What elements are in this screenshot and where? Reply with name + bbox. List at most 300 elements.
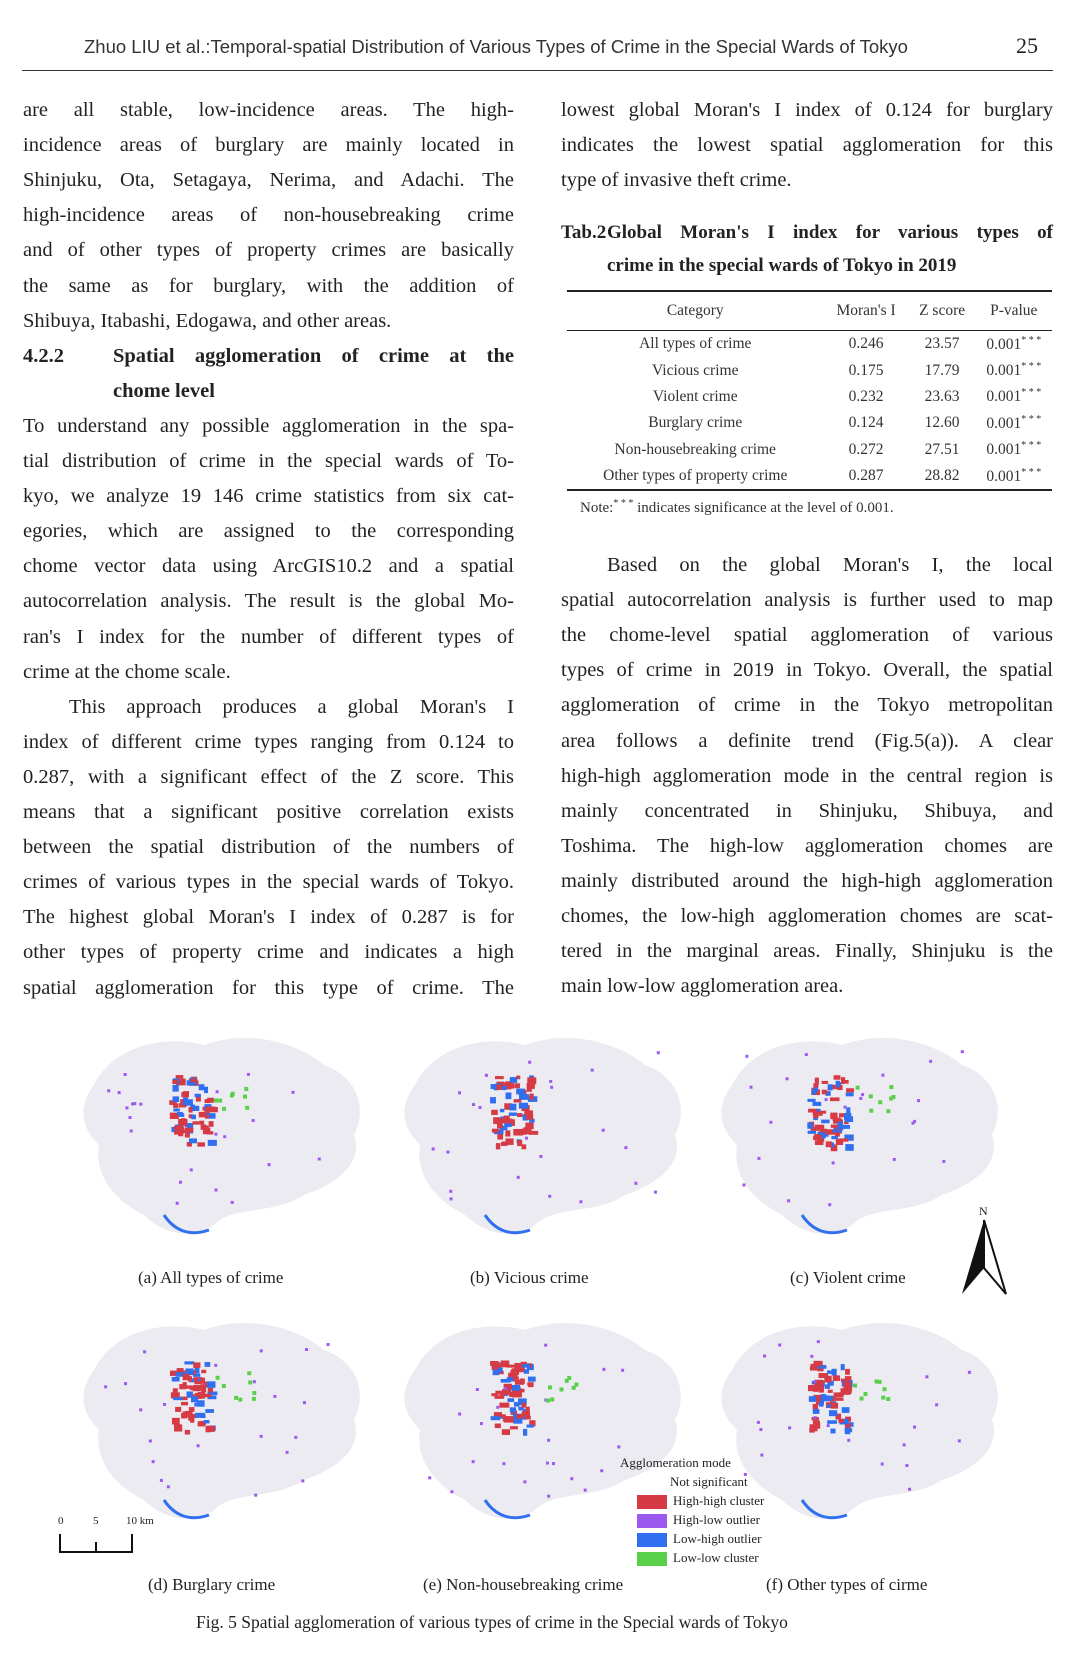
cluster-patch xyxy=(200,1378,205,1384)
cluster-patch xyxy=(195,1413,205,1418)
cluster-patch xyxy=(195,1094,201,1097)
text-line: main low-low agglomeration area. xyxy=(561,975,844,998)
cluster-patch xyxy=(201,1370,206,1373)
cluster-patch xyxy=(842,1407,850,1413)
cluster-patch xyxy=(191,1396,198,1402)
outlier-patch xyxy=(446,1151,449,1154)
table-cell xyxy=(823,463,908,490)
cluster-patch xyxy=(506,1365,516,1368)
text-line: area follows a definite trend (Fig.5(a)). A clear xyxy=(561,729,1053,752)
cluster-patch xyxy=(176,1075,184,1078)
outlier-patch xyxy=(247,1073,250,1076)
outlier-patch xyxy=(450,1490,453,1493)
outlier-patch xyxy=(517,1176,520,1179)
cluster-patch xyxy=(182,1382,186,1388)
text-line: agglomeration of crime in the Tokyo metropolitan xyxy=(561,694,1053,717)
map-panel xyxy=(74,1310,374,1550)
cluster-patch xyxy=(831,1136,838,1139)
outlier-patch xyxy=(832,1161,835,1164)
outlier-patch xyxy=(810,1355,813,1358)
ward-outline xyxy=(83,1323,360,1519)
outlier-patch xyxy=(131,1103,134,1106)
outlier-patch xyxy=(745,1055,748,1058)
low-low-patch xyxy=(574,1383,578,1387)
outlier-patch xyxy=(163,1403,166,1406)
cell-text: Non-housebreaking crime xyxy=(614,440,776,458)
cluster-patch xyxy=(185,1430,190,1435)
outlier-patch xyxy=(260,1349,263,1352)
table-row xyxy=(567,463,1052,490)
cluster-patch xyxy=(502,1086,507,1090)
text-line: type of invasive theft crime. xyxy=(561,169,792,192)
outlier-patch xyxy=(231,1201,234,1204)
low-low-patch xyxy=(247,1371,251,1375)
cluster-patch xyxy=(204,1087,208,1093)
cluster-patch xyxy=(499,1403,509,1408)
low-low-patch xyxy=(886,1397,890,1401)
cell-text: Vicious crime xyxy=(652,361,739,379)
text-line: between the spatial distribution of the numbers of xyxy=(23,836,514,859)
cluster-patch xyxy=(203,1128,210,1135)
outlier-patch xyxy=(657,1051,660,1054)
outlier-patch xyxy=(504,1387,507,1390)
text-line: Shinjuku, Ota, Setagaya, Nerima, and Adachi. The xyxy=(23,169,514,192)
cluster-patch xyxy=(846,1107,850,1113)
cluster-patch xyxy=(507,1377,513,1381)
cluster-patch xyxy=(819,1129,827,1133)
text-line: means that a significant positive correlation exists xyxy=(23,801,514,823)
outlier-patch xyxy=(432,1147,435,1150)
swatch xyxy=(637,1533,667,1547)
legend-item-low-low xyxy=(637,1548,764,1567)
outlier-patch xyxy=(176,1202,179,1205)
cluster-patch xyxy=(813,1115,818,1118)
cluster-patch xyxy=(515,1380,524,1385)
cluster-patch xyxy=(833,1117,841,1120)
cluster-patch xyxy=(191,1079,198,1083)
cluster-patch xyxy=(833,1375,840,1381)
text-line: indicates the lowest spatial agglomeration for this xyxy=(561,134,1053,157)
cluster-patch xyxy=(838,1419,844,1423)
cell-text: 0.001 xyxy=(986,467,1022,485)
scale-label: 0 xyxy=(58,1515,64,1527)
low-low-patch xyxy=(853,1384,857,1388)
table-cell xyxy=(567,331,823,358)
cluster-patch xyxy=(813,1388,818,1392)
outlier-patch xyxy=(929,1060,932,1063)
text-line: crimes of various types in the special wards of Tokyo. xyxy=(23,871,514,894)
outlier-patch xyxy=(908,1488,911,1491)
cell-text: Burglary crime xyxy=(648,414,743,432)
legend-title: Agglomeration mode xyxy=(620,1455,731,1470)
outlier-patch xyxy=(786,1077,789,1080)
table-cell xyxy=(976,463,1052,490)
outlier-patch xyxy=(958,1439,961,1442)
col-header: P-value xyxy=(976,291,1052,331)
table-cell xyxy=(567,463,823,490)
outlier-patch xyxy=(190,1168,193,1171)
table-cell xyxy=(567,384,823,410)
outlier-patch xyxy=(742,1183,745,1186)
scale-label: 5 xyxy=(93,1515,99,1527)
cluster-patch xyxy=(812,1102,821,1106)
cluster-patch xyxy=(198,1392,206,1399)
cluster-patch xyxy=(205,1409,214,1413)
low-low-patch xyxy=(222,1384,226,1388)
cluster-patch xyxy=(494,1412,502,1417)
cluster-patch xyxy=(825,1384,830,1388)
cluster-patch xyxy=(177,1112,183,1115)
outlier-patch xyxy=(301,1479,304,1482)
outlier-patch xyxy=(552,1462,555,1465)
cluster-patch xyxy=(172,1085,178,1092)
outlier-patch xyxy=(124,1073,127,1076)
col-header: Category xyxy=(567,291,823,331)
cluster-patch xyxy=(510,1407,516,1412)
cell-text: 0.124 xyxy=(848,414,884,432)
text-line: Spatial agglomeration of crime at the xyxy=(113,344,514,367)
outlier-patch xyxy=(118,1091,121,1094)
cluster-patch xyxy=(501,1142,508,1146)
table-cell xyxy=(823,331,908,358)
outlier-patch xyxy=(327,1343,330,1346)
outlier-patch xyxy=(305,1348,308,1351)
low-low-patch xyxy=(889,1097,893,1101)
cluster-patch xyxy=(173,1108,179,1111)
cluster-patch xyxy=(506,1092,512,1099)
cluster-patch xyxy=(184,1411,191,1417)
cluster-patch xyxy=(206,1426,215,1432)
header-rule xyxy=(22,70,1053,71)
table-cell xyxy=(909,384,976,410)
cluster-patch xyxy=(846,1386,852,1391)
text-line: tered in the marginal areas. Finally, Shinjuku is the xyxy=(561,940,1053,963)
outlier-patch xyxy=(254,1494,257,1497)
table-cell xyxy=(976,384,1052,410)
outlier-patch xyxy=(472,1460,475,1463)
outlier-patch xyxy=(485,1074,488,1077)
cluster-patch xyxy=(831,1125,839,1128)
low-low-patch xyxy=(238,1398,242,1402)
outlier-patch xyxy=(570,1477,573,1480)
cluster-patch xyxy=(525,1123,533,1130)
outlier-patch xyxy=(602,1368,605,1371)
cluster-patch xyxy=(173,1388,178,1393)
map-panel xyxy=(395,1025,695,1265)
outlier-patch xyxy=(268,1163,271,1166)
scale-label: 10 km xyxy=(126,1515,154,1527)
cluster-patch xyxy=(845,1144,853,1151)
low-low-patch xyxy=(881,1396,885,1400)
cell-text: 0.001 xyxy=(986,441,1022,459)
outlier-patch xyxy=(584,1489,587,1492)
outlier-patch xyxy=(787,1199,790,1202)
significance-mark: * * * xyxy=(1021,466,1042,478)
outlier-patch xyxy=(152,1460,155,1463)
outlier-patch xyxy=(523,1480,526,1483)
panel-caption-e: (e) Non-housebreaking crime xyxy=(423,1575,624,1594)
cluster-patch xyxy=(845,1376,851,1380)
outlier-patch xyxy=(602,1129,605,1132)
panel-caption-d: (d) Burglary crime xyxy=(148,1575,276,1594)
low-low-patch xyxy=(252,1391,256,1395)
cluster-patch xyxy=(807,1123,813,1129)
cluster-patch xyxy=(819,1401,824,1407)
cluster-patch xyxy=(819,1387,824,1392)
table-title xyxy=(561,222,1053,244)
outlier-patch xyxy=(216,1090,219,1093)
cluster-patch xyxy=(189,1138,197,1143)
cluster-patch xyxy=(490,1361,498,1366)
outlier-patch xyxy=(128,1116,131,1119)
cluster-patch xyxy=(830,1429,835,1434)
table-title-line: crime in the special wards of Tokyo in 2019 xyxy=(607,255,957,276)
low-low-patch xyxy=(863,1392,867,1396)
ward-outline xyxy=(721,1038,998,1234)
cluster-patch xyxy=(204,1420,210,1423)
cluster-patch xyxy=(197,1142,205,1146)
outlier-patch xyxy=(124,1382,127,1385)
cell-text: 0.001 xyxy=(986,388,1022,406)
outlier-patch xyxy=(479,1106,482,1109)
cluster-patch xyxy=(827,1420,837,1424)
cluster-patch xyxy=(173,1103,178,1108)
cluster-patch xyxy=(524,1110,533,1115)
cluster-patch xyxy=(510,1426,518,1429)
cluster-patch xyxy=(183,1099,193,1105)
cluster-patch xyxy=(497,1134,503,1140)
outlier-patch xyxy=(544,1344,547,1347)
cell-text: 0.272 xyxy=(848,440,884,458)
cluster-patch xyxy=(490,1097,496,1103)
outlier-patch xyxy=(961,1050,964,1053)
cluster-patch xyxy=(181,1402,188,1405)
outlier-patch xyxy=(252,1119,255,1122)
outlier-patch xyxy=(624,1146,627,1149)
outlier-patch xyxy=(139,1103,142,1106)
low-low-patch xyxy=(244,1087,248,1091)
cluster-patch xyxy=(831,1403,838,1409)
outlier-patch xyxy=(903,1443,906,1446)
cluster-patch xyxy=(527,1425,534,1428)
outlier-patch xyxy=(160,1479,163,1482)
cluster-patch xyxy=(517,1113,522,1117)
north-label: N xyxy=(979,1204,988,1218)
low-low-patch xyxy=(248,1380,252,1384)
table-row xyxy=(567,357,1052,383)
outlier-patch xyxy=(549,1080,552,1083)
ward-outline xyxy=(404,1038,681,1234)
panel-caption-a: (a) All types of crime xyxy=(138,1268,284,1287)
outlier-patch xyxy=(968,1371,971,1374)
cell-text: Violent crime xyxy=(652,387,738,405)
cluster-patch xyxy=(828,1390,833,1393)
cluster-patch xyxy=(193,1385,202,1391)
outlier-patch xyxy=(480,1422,483,1425)
outlier-patch xyxy=(769,1121,772,1124)
table-cell xyxy=(567,357,823,383)
outlier-patch xyxy=(917,1099,920,1102)
low-low-patch xyxy=(869,1094,873,1098)
panel-caption-f: (f) Other types of cirme xyxy=(766,1575,928,1594)
outlier-patch xyxy=(253,1380,256,1383)
swatch xyxy=(637,1514,667,1528)
cluster-patch xyxy=(192,1121,199,1124)
cluster-patch xyxy=(521,1144,526,1149)
outlier-patch xyxy=(750,1086,753,1089)
outlier-patch xyxy=(844,1106,847,1109)
cluster-patch xyxy=(517,1140,522,1146)
outlier-patch xyxy=(778,1343,781,1346)
outlier-patch xyxy=(273,1395,276,1398)
cluster-patch xyxy=(512,1368,517,1374)
cluster-patch xyxy=(500,1118,505,1121)
cluster-patch xyxy=(181,1118,185,1124)
col-header: Moran's I xyxy=(823,291,908,331)
text-line: chomes, the low-high agglomeration chomes are scat- xyxy=(561,905,1053,927)
cell-text: 0.001 xyxy=(986,414,1022,432)
swatch xyxy=(637,1495,667,1509)
low-low-patch xyxy=(216,1376,220,1380)
cluster-patch xyxy=(808,1109,817,1113)
moran-table xyxy=(567,290,1052,491)
outlier-patch xyxy=(757,1421,760,1424)
outlier-patch xyxy=(528,1061,531,1064)
cluster-patch xyxy=(504,1416,514,1422)
outlier-patch xyxy=(814,1416,817,1419)
outlier-patch xyxy=(547,1439,550,1442)
text-line: autocorrelation analysis. The result is the global Mo- xyxy=(23,590,514,613)
cluster-patch xyxy=(207,1381,216,1387)
cell-text: 28.82 xyxy=(924,467,960,485)
low-low-patch xyxy=(869,1109,873,1113)
outlier-patch xyxy=(893,1158,896,1161)
outlier-patch xyxy=(143,1350,146,1353)
legend-item-high-high xyxy=(637,1491,764,1510)
note-prefix: Note: xyxy=(580,500,614,516)
cluster-patch xyxy=(524,1369,529,1374)
outlier-patch xyxy=(179,1181,182,1184)
cluster-patch xyxy=(502,1429,510,1435)
legend-item-high-low xyxy=(637,1510,764,1529)
cell-text: 0.175 xyxy=(848,361,884,379)
cluster-patch xyxy=(173,1096,180,1102)
page-number: 25 xyxy=(1016,33,1038,58)
text-line: ran's I index for the number of different types of xyxy=(23,625,514,648)
text-line: high-high agglomeration mode in the central region is xyxy=(561,764,1053,787)
cluster-patch xyxy=(174,1424,181,1430)
outlier-patch xyxy=(472,1103,475,1106)
outlier-patch xyxy=(476,1388,479,1391)
cell-text: 23.57 xyxy=(924,335,960,353)
outlier-patch xyxy=(292,1091,295,1094)
cluster-patch xyxy=(205,1099,210,1103)
outlier-patch xyxy=(825,1098,828,1101)
low-low-patch xyxy=(860,1397,864,1401)
note-text: indicates significance at the level of 0.001. xyxy=(637,500,894,516)
cell-text: 0.246 xyxy=(848,335,884,353)
outlier-patch xyxy=(458,1091,461,1094)
cluster-patch xyxy=(815,1140,824,1145)
cluster-patch xyxy=(505,1130,510,1136)
table-cell xyxy=(823,357,908,383)
outlier-patch xyxy=(167,1485,170,1488)
low-low-patch xyxy=(252,1397,256,1401)
cluster-patch xyxy=(522,1411,530,1416)
cluster-patch xyxy=(821,1394,827,1400)
table-cell xyxy=(976,437,1052,463)
cluster-patch xyxy=(514,1083,520,1088)
outlier-patch xyxy=(223,1135,226,1138)
outlier-patch xyxy=(805,1053,808,1056)
low-low-patch xyxy=(222,1107,226,1111)
text-line: spatial autocorrelation analysis is further used to map xyxy=(561,589,1053,612)
cluster-patch xyxy=(509,1112,517,1115)
cluster-patch xyxy=(494,1395,504,1399)
outlier-patch xyxy=(817,1340,820,1343)
table-row xyxy=(567,410,1052,436)
cluster-patch xyxy=(528,1377,536,1382)
cluster-patch xyxy=(491,1110,498,1115)
text-line: egories, which are assigned to the corresponding xyxy=(23,520,514,543)
table-cell xyxy=(909,331,976,358)
cluster-patch xyxy=(809,1428,814,1433)
text-line: high-incidence areas of non-housebreaking crime xyxy=(23,204,514,227)
text-line: are all stable, low-incidence areas. The high- xyxy=(23,99,514,121)
cluster-patch xyxy=(822,1090,827,1095)
legend-label: High-high cluster xyxy=(673,1493,765,1508)
cluster-patch xyxy=(840,1138,849,1141)
outlier-patch xyxy=(827,1424,830,1427)
cluster-patch xyxy=(510,1077,517,1083)
outlier-patch xyxy=(450,1197,453,1200)
text-line: crime at the chome scale. xyxy=(23,660,231,683)
north-arrow-icon xyxy=(960,1218,1010,1298)
outlier-patch xyxy=(149,1440,152,1443)
cluster-patch xyxy=(507,1398,514,1402)
cluster-patch xyxy=(495,1424,501,1429)
outlier-patch xyxy=(215,1189,218,1192)
cell-text: 0.232 xyxy=(848,387,884,405)
outlier-patch xyxy=(763,1355,766,1358)
table-cell xyxy=(823,410,908,436)
cluster-patch xyxy=(208,1388,213,1393)
cluster-patch xyxy=(846,1088,854,1092)
cluster-patch xyxy=(808,1131,816,1134)
outlier-patch xyxy=(828,1203,831,1206)
cluster-patch xyxy=(845,1428,850,1435)
cluster-patch xyxy=(523,1429,527,1436)
col-header: Z score xyxy=(909,291,976,331)
outlier-patch xyxy=(861,1093,864,1096)
cluster-patch xyxy=(496,1143,500,1149)
cluster-patch xyxy=(822,1081,829,1084)
significance-mark: * * * xyxy=(1021,334,1042,346)
cluster-patch xyxy=(493,1370,500,1376)
low-low-patch xyxy=(560,1387,564,1391)
table-cell xyxy=(567,410,823,436)
text-line: This approach produces a global Moran's I xyxy=(69,695,514,718)
cluster-patch xyxy=(824,1376,831,1383)
cluster-patch xyxy=(209,1121,214,1127)
figure-caption: Fig. 5 Spatial agglomeration of various types of crime in the Special wards of Tokyo xyxy=(196,1612,788,1632)
table-row xyxy=(567,331,1052,358)
cluster-patch xyxy=(843,1382,851,1387)
table-note xyxy=(580,498,894,517)
text-line: mainly concentrated in Shinjuku, Shibuya, and xyxy=(561,799,1053,822)
cluster-patch xyxy=(507,1083,514,1089)
outlier-patch xyxy=(260,1435,263,1438)
